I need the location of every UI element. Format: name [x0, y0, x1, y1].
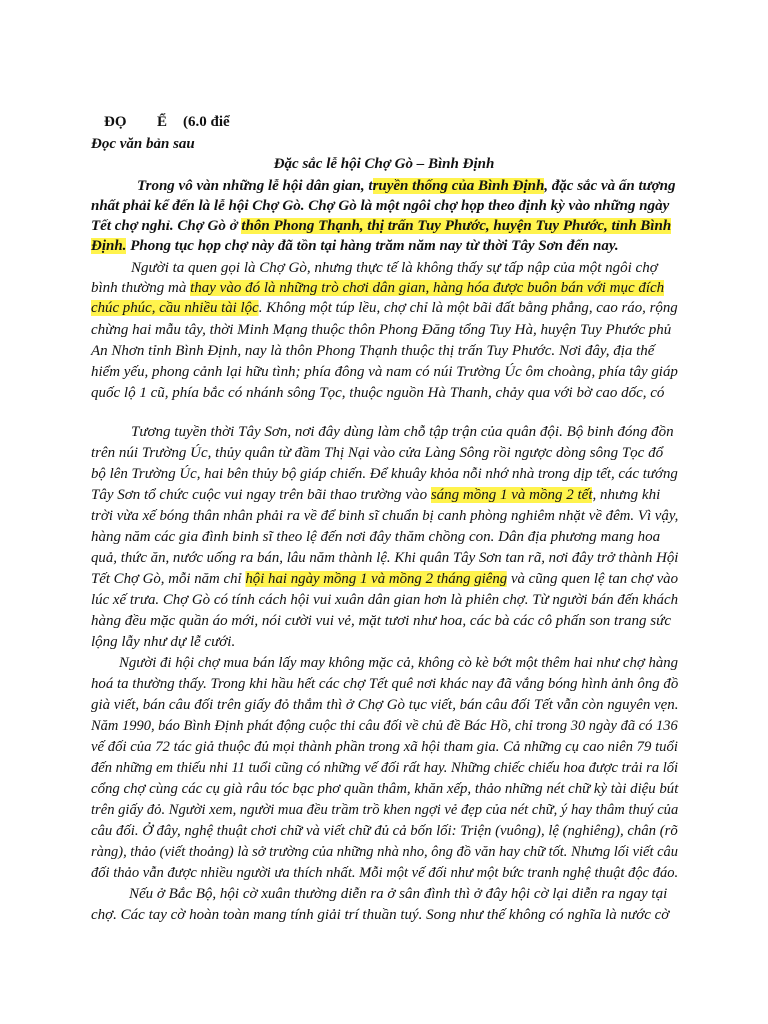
- passage-text: Tây Sơn tổ chức cuộc vui ngay trên bãi thao trường vào: [91, 487, 431, 503]
- passage-text: Tương tuyền thời Tây Sơn, nơi đây dùng làm chỗ tập trận của quân đội. Bộ binh đóng đồn: [131, 424, 674, 440]
- passage-text: hiểm yếu, phong cảnh lại hữu tình; phía đông và nam có núi Trường Úc ôm choàng, phía tây giáp: [91, 364, 678, 380]
- passage-text: Tết Chợ Gò, mỗi năm chỉ: [91, 571, 246, 587]
- passage-text: Tết chợ nghỉ. Chợ Gò ở: [91, 218, 242, 234]
- passage-text: trời vừa xế bóng thân nhân phải ra về để binh sĩ chuẩn bị canh phòng nghiêm nhặt về đêm. Vì vậy,: [91, 508, 679, 524]
- passage-line: [91, 527, 660, 547]
- passage-line: [91, 863, 678, 883]
- passage-line: [91, 464, 678, 484]
- passage-line: [91, 278, 664, 298]
- passage-line: [91, 674, 678, 694]
- passage-line: [137, 176, 676, 196]
- passage-text: câu đối. Ở đây, nghệ thuật chơi chữ và viết chữ đủ cả bốn lối: Triện (vuông), lệ (nghiêng), chân (rõ: [91, 823, 678, 839]
- passage-text: Năm 1990, báo Bình Định phát động cuộc thi câu đối về chủ đề Bác Hồ, chỉ trong 30 ngày đã có 136: [91, 718, 678, 734]
- passage-line: [91, 443, 663, 463]
- passage-line: [91, 236, 619, 256]
- passage-text: quả, thức ăn, nước uống ra bán, lâu năm thành lệ. Khi quân Tây Sơn tan rã, nơi đây trở thành Hội: [91, 550, 679, 566]
- passage-text: ràng), thảo (viết thoảng) là sở trường của những nhà nho, ông đồ văn hay chữ tốt. Nhưng lối viết câu: [91, 844, 678, 860]
- passage-text: chừng hai mẫu tây, thời Minh Mạng thuộc thôn Phong Đăng tổng Tuy Hà, huyện Tuy Phước phủ: [91, 322, 672, 338]
- passage-text: trên núi Trường Úc, thủy quân từ đầm Thị Nại vào cửa Làng Sông rồi ngược dòng sông Tọc đổ: [91, 445, 664, 461]
- passage-line: [119, 653, 678, 673]
- passage-line: [91, 298, 678, 318]
- passage-text: bộ lên Trường Úc, hai bên thủy bộ giáp chiến. Để khuây khỏa nỗi nhớ nhà trong dịp tết, các tướng: [91, 466, 678, 482]
- highlighted-text: Định.: [91, 238, 127, 254]
- highlighted-text: thay vào đó là những trò chơi dân gian, hàng hóa được buôn bán với mục đích: [190, 280, 665, 296]
- passage-text: hoá ta thường thấy. Trong khi hầu hết các chợ Tết quê nơi khác nay đã vắng bóng hình ảnh ông đồ: [91, 676, 679, 692]
- passage-line: [91, 611, 671, 631]
- passage-text: hàng năm các gia đình binh sĩ theo lệ đến nơi đây thăm chồng con. Dân địa phương mang hoa: [91, 529, 661, 545]
- heading-left: ĐỌ: [104, 114, 127, 130]
- passage-line: [91, 548, 678, 568]
- passage-text: và cũng quen lệ tan chợ vào: [507, 571, 679, 587]
- passage-line: [91, 758, 678, 778]
- passage-text: trên giấy đỏ. Người xem, người mua đều trầm trồ khen ngợi vẻ đẹp của nét chữ, ý hay thâm thuý của: [91, 802, 679, 818]
- passage-line: [91, 216, 671, 236]
- passage-text: . Không một túp lều, chợ chỉ là một bãi đất bằng phẳng, cao ráo, rộng: [258, 300, 678, 316]
- passage-text: Nếu ở Bắc Bộ, hội cờ xuân thường diễn ra ở sân đình thì ở đây hội cờ lại diễn ra ngay tại: [129, 886, 668, 902]
- passage-line: [91, 383, 664, 403]
- highlighted-text: sáng mồng 1 và mồng 2 tết: [430, 487, 593, 503]
- passage-text: Người ta quen gọi là Chợ Gò, nhưng thực tế là không thấy sự tấp nập của một ngôi chợ: [131, 260, 658, 276]
- passage-line: [131, 258, 658, 278]
- passage-text: quốc lộ 1 cũ, phía bắc có nhánh sông Tọc, thuộc nguồn Hà Thanh, chảy qua với bờ cao dốc, có: [91, 385, 665, 401]
- passage-title: Đặc sắc lễ hội Chợ Gò – Bình Định: [273, 156, 495, 172]
- passage-line: [91, 485, 660, 505]
- passage-line: [131, 422, 674, 442]
- passage-line: [91, 569, 678, 589]
- passage-text: hàng đều mặc quần áo mới, nói cười vui vẻ, mặt tươi như hoa, các bà các cô phấn son trang sức: [91, 613, 671, 629]
- passage-text: , nhưng khi: [592, 487, 661, 503]
- passage-line: [91, 821, 678, 841]
- passage-line: [91, 341, 654, 361]
- passage-text: Phong tục họp chợ này đã tồn tại hàng trăm năm nay từ thời Tây Sơn đến nay.: [126, 238, 619, 254]
- highlighted-text: chúc phúc, cầu nhiều tài lộc: [91, 300, 259, 316]
- passage-line: [91, 632, 235, 652]
- passage-line: [91, 716, 678, 736]
- heading-mid: Ể: [157, 114, 168, 130]
- heading-score: (6.0 điể: [183, 114, 230, 130]
- highlighted-text: ruyền thống của Bình Định: [372, 178, 545, 194]
- passage-text: nhất phải kể đến là lễ hội Chợ Gò. Chợ Gò là một ngôi chợ họp theo định kỳ vào những ngày: [91, 198, 670, 214]
- passage-text: Người đi hội chợ mua bán lấy may không mặc cả, không cò kè bớt một thêm hai như chợ hàng: [119, 655, 679, 671]
- passage-text: già viết, bán câu đối trên giấy đỏ thắm thì ở Chợ Gò tục viết, bán câu đối Tết vẫn còn nguyên vẹn.: [91, 697, 679, 713]
- passage-line: [91, 196, 669, 216]
- passage-text: cổng chợ cùng các cụ già râu tóc bạc phơ quần thâm, khăn xếp, thảo những nét chữ kỳ tài diệu bút: [91, 781, 679, 797]
- passage-text: chợ. Các tay cờ hoàn toàn mang tính giải trí thuần tuý. Song như thế không có nghĩa là nước cờ: [91, 907, 670, 923]
- reading-instruction: Đọc văn bản sau: [91, 136, 195, 152]
- passage-text: đến những em thiếu nhi 11 tuổi cũng có những vế đối rất hay. Những chiếc chiếu hoa được trải ra lối: [91, 760, 679, 776]
- passage-line: [91, 905, 669, 925]
- passage-line: [91, 779, 678, 799]
- highlighted-text: thôn Phong Thạnh, thị trấn Tuy Phước, huyện Tuy Phước, tỉnh Bình: [241, 218, 672, 234]
- passage-text: lộng lẫy như dự lễ cưới.: [91, 634, 236, 650]
- highlighted-text: hội hai ngày mồng 1 và mồng 2 tháng giêng: [245, 571, 508, 587]
- passage-line: [91, 320, 671, 340]
- passage-line: [91, 590, 678, 610]
- passage-line: [129, 884, 667, 904]
- passage-text: đối thảo vẫn được nhiều người ưa thích nhất. Mỗi một vế đối như một bức tranh nghệ thuật độc đáo.: [91, 865, 679, 881]
- passage-line: [91, 362, 678, 382]
- passage-line: [91, 695, 678, 715]
- passage-text: , đặc sắc và ấn tượng: [544, 178, 676, 194]
- passage-line: [91, 800, 678, 820]
- passage-line: [91, 506, 678, 526]
- passage-line: [91, 737, 678, 757]
- passage-text: vế đối của 72 tác giả thuộc đủ mọi thành phần trong xã hội tham gia. Cả những cụ cao niên 79 tuổi: [91, 739, 678, 755]
- passage-text: An Nhơn tỉnh Bình Định, nay là thôn Phong Thạnh thuộc thị trấn Tuy Phước. Nơi đây, địa thế: [91, 343, 655, 359]
- passage-text: bình thường mà: [91, 280, 191, 296]
- passage-line: [91, 842, 678, 862]
- passage-text: lúc xế trưa. Chợ Gò có tính cách hội vui xuân dân gian hơn là phiên chợ. Từ người bán đến khách: [91, 592, 679, 608]
- passage-text: Trong vô vàn những lễ hội dân gian, t: [137, 178, 373, 194]
